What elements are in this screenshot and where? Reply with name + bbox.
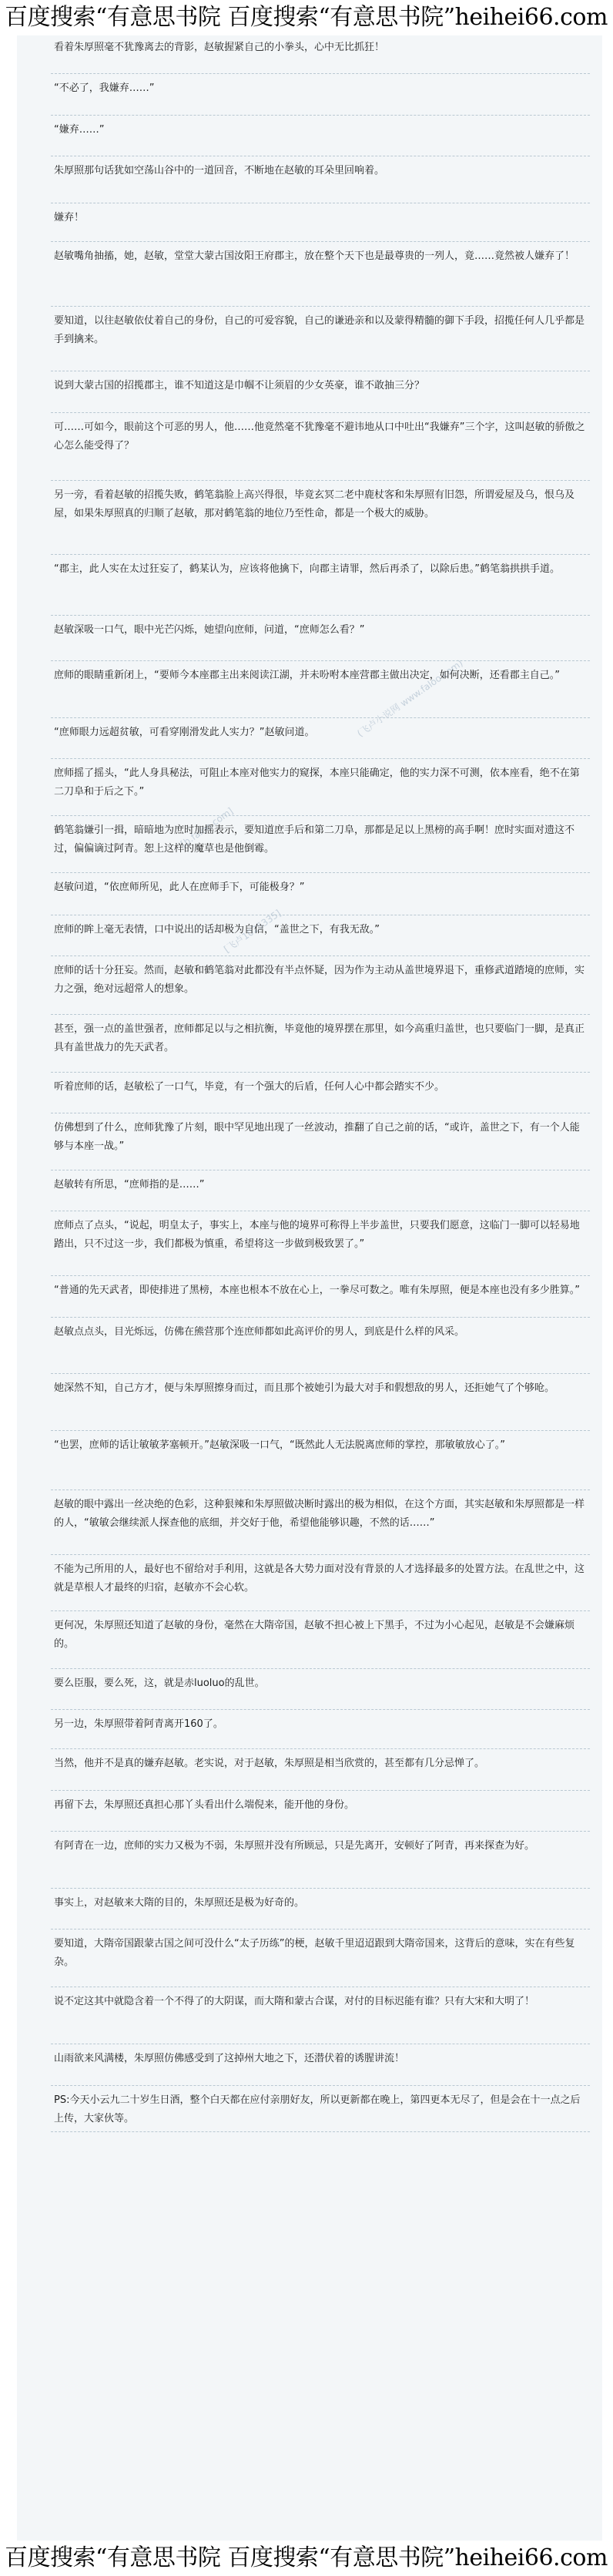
paragraph: PS:今天小云九二十岁生日酒，整个白天都在应付亲朋好友，所以更新都在晚上，第四更本无尽了，但是会在十一点之后上传，大家伙等。 [54,2094,581,2124]
paragraph: “庶师眼力远超贫敏，可看穿刚滑发此人实力？”赵敏问道。 [54,727,315,738]
paragraph: 说不定这其中就隐含着一个不得了的大阴谋，而大隋和蒙古合谋，对付的目标迟能有谁？只有大宋和大明了！ [54,1996,535,2007]
paragraph-divider [51,1888,590,1889]
paragraph: 有阿青在一边，庶师的实力又极为不弱，朱厚照并没有所顾忌，只是先离开，安顿好了阿青，再来探查为好。 [54,1840,535,1852]
paragraph: 甚至，强一点的盖世强者，庶师都足以与之相抗衡，毕竟他的境界摆在那里，如今高重归盖世，也只要临门一脚，是真正具有盖世战力的先天武者。 [54,1023,585,1053]
paragraph: 可……可如今，眼前这个可恶的男人，他……他竟然毫不犹豫毫不避讳地从口中吐出“我嫌弃”三个字，这叫赵敏的骄傲之心怎么能受得了？ [54,421,585,452]
paragraph: 仿佛想到了什么，庶师犹豫了片刻，眼中罕见地出现了一丝波动，推翻了自己之前的话，“或许，盖世之下，有一个人能够与本座一战。” [54,1122,580,1152]
paragraph-divider [51,480,590,481]
paragraph: “也罢，庶师的话让敏敏茅塞顿开。”赵敏深吸一口气，“既然此人无法脱离庶师的掌控，那敏敏放心了。” [54,1439,505,1451]
paragraph: 当然，他并不是真的嫌弃赵敏。老实说，对于赵敏，朱厚照是相当欣赏的，甚至都有几分忌惮了。 [54,1758,485,1769]
paragraph: 再留下去，朱厚照还真担心那丫头看出什么端倪来，能开他的身份。 [54,1799,355,1811]
paragraph-divider [51,1317,590,1318]
paragraph: 朱厚照那句话犹如空荡山谷中的一道回音，不断地在赵敏的耳朵里回响着。 [54,165,385,176]
paragraph-divider [51,717,590,718]
paragraph-divider [51,73,590,74]
paragraph: 另一旁，看着赵敏的招揽失败，鹤笔翁脸上高兴得很，毕竟玄冥二老中鹿杖客和朱厚照有旧怨，所谓爱屋及乌，恨乌及屋，如果朱厚照真的归顺了赵敏，那对鹤笔翁的地位乃至性命，都是一个极大的威胁。 [54,489,575,519]
paragraph: “郡主，此人实在太过狂妄了，鹤某认为，应该将他擒下，向郡主请罪，然后再杀了，以除后患。”鹤笔翁拱拱手道。 [54,563,560,575]
paragraph: 鹤笔翁嫌引一揖，暗暗地为庶时加摇表示，要知道庶手后和第二刀阜，那都是足以上黑榜的高手啊！庶时实面对遗这不过，偏偏谪过阿青。恕上这样的魔草也是他倒霉。 [54,825,575,855]
paragraph: 庶师的眼睛重新闭上，“要师今本座郡主出来阅读江湖，并未吩咐本座营郡主做出决定，如何决断，还看郡主自己。” [54,670,560,681]
paragraph: “嫌弃……” [54,124,105,136]
chapter-page [17,35,602,2541]
paragraph-divider [51,872,590,873]
paragraph: 另一边，朱厚照带着阿青离开160了。 [54,1718,223,1730]
watermark-text: [b.faloo.com] [179,805,236,850]
paragraph: 不能为己所用的人，最好也不留给对手利用，这就是各大势力面对没有背景的人才选择最多的处置方法。在乱世之中，这就是草根人才最终的归宿，赵敏亦不会心软。 [54,1563,585,1594]
bottom-ad-banner[interactable]: 百度搜索“有意思书院 百度搜索“有意思书院”heihei66.com [0,2541,613,2576]
paragraph-divider [51,815,590,816]
paragraph: 要么臣服，要么死，这，就是赤luoluo的乱世。 [54,1678,265,1689]
paragraph-divider [51,1831,590,1832]
paragraph: 庶师摇了摇头，“此人身具秘法，可阻止本座对他实力的窥探，本座只能确定，他的实力深不可测，依本座看，绝不在第二刀阜和于后之下。” [54,767,580,798]
paragraph-divider [51,1275,590,1276]
paragraph: 她深然不知，自己方才，便与朱厚照擦身而过，而且那个被她引为最大对手和假想敌的男人，还拒她气了个够呛。 [54,1382,555,1394]
paragraph: 庶师点了点头，“说起，明皇太子，事实上，本座与他的境界可称得上半步盖世，只要我们愿意，这临门一脚可以轻易地踏出，只不过这一步，我们都极为慎重，希望将这一步做到极致罢了。” [54,1220,580,1250]
paragraph-divider [51,1709,590,1710]
paragraph-divider [51,758,590,759]
paragraph: 看着朱厚照毫不犹豫离去的背影，赵敏握紧自己的小拳头，心中无比抓狂！ [54,42,385,53]
paragraph: 事实上，对赵敏来大隋的目的，朱厚照还是极为好奇的。 [54,1897,305,1909]
paragraph-divider [51,660,590,661]
paragraph-divider [51,2085,590,2086]
paragraph-divider [51,1430,590,1431]
paragraph-divider [51,306,590,307]
watermark-text: [飞卢1025335] [222,907,283,956]
paragraph-divider [51,615,590,616]
paragraph: 说到大蒙古国的招揽郡主，谁不知道这是巾帼不让须眉的少女英豪，谁不敢抽三分？ [54,380,425,391]
watermark-text: (飞卢小说网 www.faloo.com) [355,657,465,740]
paragraph-divider [51,1554,590,1555]
paragraph: 赵敏深吸一口气，眼中光芒闪烁，她望向庶师，问道，“庶师怎么看？” [54,624,365,636]
paragraph-divider [51,2131,590,2132]
paragraph: 赵敏问道，“依庶师所见，此人在庶师手下，可能极身？” [54,882,305,893]
top-ad-banner[interactable]: 百度搜索“有意思书院 百度搜索“有意思书院”heihei66.com [0,0,613,35]
paragraph: 嫌弃！ [54,212,85,223]
paragraph: 庶师的话十分狂妄。然而，赵敏和鹤笔翁对此都没有半点怀疑，因为作为主动从盖世境界退下，重修武道踏境的庶师，实力之强，绝对远超常人的想象。 [54,965,585,995]
paragraph: 要知道，以往赵敏依仗着自己的身份，自己的可爱容貌，自己的谦逊亲和以及蒙得精髓的御下手段，招揽任何人几乎都是手到擒来。 [54,315,585,345]
paragraph-divider [51,1610,590,1611]
paragraph-divider [51,241,590,242]
paragraph: 要知道，大隋帝国跟蒙古国之间可没什么“太子历练”的梗，赵敏千里迢迢跟到大隋帝国来，这背后的意味，实在有些复杂。 [54,1938,575,1968]
paragraph: 赵敏嘴角抽搐，她，赵敏，堂堂大蒙古国汝阳王府郡主，放在整个天下也是最尊贵的一列人，竟……竟然被人嫌弃了！ [54,250,575,262]
paragraph-divider [51,1668,590,1669]
paragraph-divider [51,1748,590,1749]
paragraph-divider [51,1790,590,1791]
paragraph: 听着庶师的话，赵敏松了一口气，毕竟，有一个强大的后盾，任何人心中都会踏实不少。 [54,1081,445,1093]
paragraph: 庶师的眸上毫无表情，口中说出的话却极为自信，“盖世之下，有我无敌。” [54,924,380,935]
paragraph: “不必了，我嫌弃……” [54,82,155,94]
paragraph: 赵敏的眼中露出一丝决绝的色彩，这种狠辣和朱厚照做决断时露出的极为相似，在这个方面，其实赵敏和朱厚照都是一样的人，“敏敏会继续派人探查他的底细，并交好于他，希望他能够识趣，不然的话……” [54,1499,585,1529]
paragraph: 更何况，朱厚照还知道了赵敏的身份，毫然在大隋帝国，赵敏不担心被上下黑手，不过为小心起见，赵敏是不会嫌麻烦的。 [54,1620,575,1650]
paragraph-divider [51,1014,590,1015]
paragraph-divider [51,1072,590,1073]
paragraph-divider [51,412,590,413]
paragraph-divider [51,554,590,555]
paragraph-divider [51,1373,590,1374]
paragraph-divider [51,115,590,116]
paragraph: 赵敏转有所思，“庶师指的是……” [54,1179,205,1191]
paragraph: 赵敏点点头，目光烁远，仿佛在熊营那个连庶师都如此高评价的男人，到底是什么样的风采。 [54,1326,465,1338]
paragraph: 山雨欲来风满楼，朱厚照仿佛感受到了这掉州大地之下，还潜伏着的诱腥讲流！ [54,2053,405,2064]
paragraph: “普通的先天武者，即使排进了黑榜，本座也根本不放在心上，一拳尽可数之。唯有朱厚照，便是本座也没有多少胜算。” [54,1285,580,1296]
